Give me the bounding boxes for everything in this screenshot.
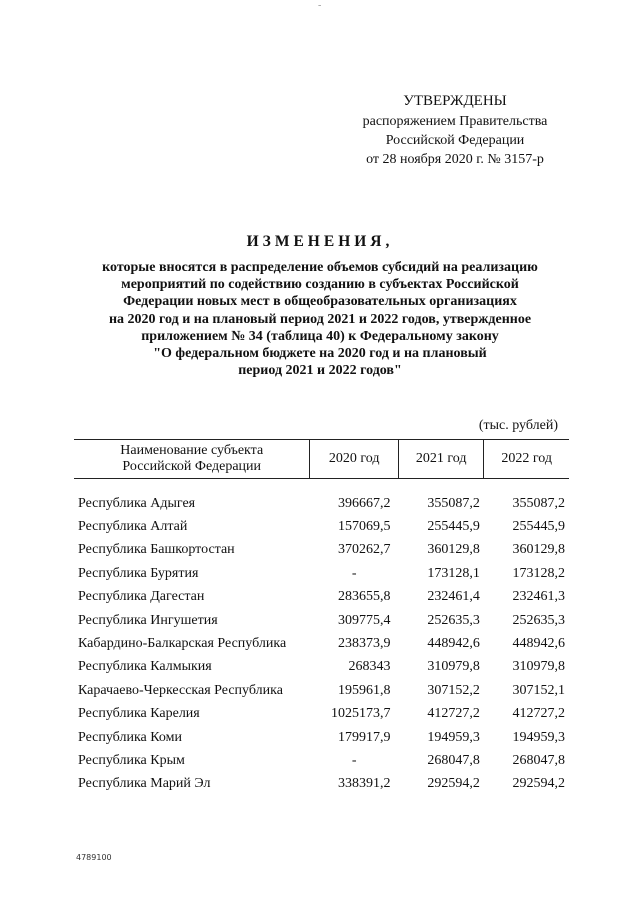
table-row xyxy=(74,726,569,749)
heading-title: ИЗМЕНЕНИЯ, xyxy=(246,233,394,250)
heading-line-2: мероприятий по содействию созданию в субъектах Российской xyxy=(121,277,519,293)
table-row xyxy=(74,562,569,585)
value-2022-cell: 310979,8 xyxy=(512,659,565,675)
header-subject-name xyxy=(74,440,310,479)
value-2020-cell: 338391,2 xyxy=(337,776,391,792)
table-row xyxy=(74,609,569,632)
heading-line-3: Федерации новых мест в общеобразовательных организациях xyxy=(123,294,517,310)
value-2022-cell: 252635,3 xyxy=(512,612,565,628)
value-2020-cell: 238373,9 xyxy=(337,636,391,652)
value-2020-cell: 157069,5 xyxy=(337,519,391,535)
value-2021-cell: 268047,8 xyxy=(427,752,480,768)
value-2021-cell: 252635,3 xyxy=(427,612,480,628)
table-row xyxy=(74,656,569,679)
value-2021-cell: 412727,2 xyxy=(427,706,480,722)
value-2021-cell: 360129,8 xyxy=(427,542,480,558)
value-2021-cell: 448942,6 xyxy=(427,636,480,652)
value-2022-cell: 232461,3 xyxy=(512,589,565,605)
units-label: (тыс. рублей) xyxy=(478,418,558,433)
subject-name-cell: Кабардино-Балкарская Республика xyxy=(78,636,287,652)
value-2020-cell: - xyxy=(351,752,357,768)
table-row xyxy=(74,773,569,796)
table-row xyxy=(74,586,569,609)
value-2021-cell: 292594,2 xyxy=(427,776,480,792)
value-2022-cell: 307152,1 xyxy=(512,682,565,698)
value-2020-cell: 309775,4 xyxy=(337,612,391,628)
value-2022-cell: 448942,6 xyxy=(512,636,565,652)
value-2021-cell: 310979,8 xyxy=(427,659,480,675)
header-year-2021: 2021 год xyxy=(398,440,483,479)
value-2020-cell: 179917,9 xyxy=(337,729,391,745)
approval-block xyxy=(330,92,580,169)
value-2022-cell: 268047,8 xyxy=(512,752,565,768)
subject-name-cell: Республика Алтай xyxy=(78,519,188,535)
value-2021-cell: 173128,1 xyxy=(427,565,480,581)
subject-name-cell: Республика Адыгея xyxy=(78,495,196,511)
subject-name-cell: Республика Карелия xyxy=(78,706,200,722)
table-spacer-row xyxy=(74,479,569,493)
heading-line-5: приложением № 34 (таблица 40) к Федеральному закону xyxy=(141,328,499,344)
table-row xyxy=(74,632,569,655)
value-2021-cell: 307152,2 xyxy=(427,682,480,698)
value-2020-cell: 396667,2 xyxy=(337,495,391,511)
subject-name-cell: Республика Крым xyxy=(78,752,185,768)
table-body xyxy=(74,479,569,797)
subject-name-cell: Республика Калмыкия xyxy=(78,659,212,675)
value-2021-cell: 232461,4 xyxy=(427,589,480,605)
value-2020-cell: 268343 xyxy=(348,659,391,675)
heading-line-4: на 2020 год и на плановый период 2021 и 2022 годов, утвержденное xyxy=(108,311,532,327)
document-heading xyxy=(70,233,570,379)
heading-line-6: "О федеральном бюджете на 2020 год и на плановый xyxy=(153,346,487,362)
value-2022-cell: 255445,9 xyxy=(512,519,565,535)
table-row xyxy=(74,515,569,538)
header-subject-name-line-1: Наименование субъекта xyxy=(120,443,264,458)
value-2020-cell: - xyxy=(351,565,357,581)
page-top-mark: - xyxy=(318,0,322,11)
value-2022-cell: 194959,3 xyxy=(512,729,565,745)
table-row xyxy=(74,749,569,772)
document-code: 4789100 xyxy=(76,853,112,862)
value-2020-cell: 370262,7 xyxy=(337,542,391,558)
table-row xyxy=(74,703,569,726)
subject-name-cell: Республика Башкортостан xyxy=(78,542,235,558)
table-header-row xyxy=(74,440,569,479)
table-row xyxy=(74,679,569,702)
value-2021-cell: 194959,3 xyxy=(427,729,480,745)
heading-subtitle xyxy=(70,259,570,379)
heading-line-7: период 2021 и 2022 годов" xyxy=(238,363,402,379)
header-subject-name-line-2: Российской Федерации xyxy=(122,459,262,474)
subject-name-cell: Карачаево-Черкесская Республика xyxy=(78,682,283,698)
approval-line-1: распоряжением Правительства xyxy=(362,114,548,129)
value-2022-cell: 292594,2 xyxy=(512,776,565,792)
value-2020-cell: 283655,8 xyxy=(337,589,391,605)
header-year-2022: 2022 год xyxy=(484,440,569,479)
heading-line-1: которые вносятся в распределение объемов субсидий на реализацию xyxy=(102,260,538,275)
value-2020-cell: 1025173,7 xyxy=(330,706,391,722)
table-spacer-cell xyxy=(74,479,569,493)
subject-name-cell: Республика Коми xyxy=(78,729,182,745)
subject-name-cell: Республика Ингушетия xyxy=(78,612,218,628)
approval-line-3: от 28 ноября 2020 г. № 3157-р xyxy=(366,152,544,167)
subject-name-cell: Республика Дагестан xyxy=(78,589,205,605)
table-row xyxy=(74,492,569,515)
value-2022-cell: 173128,2 xyxy=(512,565,565,581)
value-2022-cell: 355087,2 xyxy=(512,495,565,511)
header-year-2020: 2020 год xyxy=(310,440,399,479)
table-row xyxy=(74,539,569,562)
approval-line-2: Российской Федерации xyxy=(385,133,525,148)
subject-name-cell: Республика Марий Эл xyxy=(78,776,211,792)
approval-title: УТВЕРЖДЕНЫ xyxy=(403,93,507,109)
value-2022-cell: 360129,8 xyxy=(512,542,565,558)
value-2022-cell: 412727,2 xyxy=(512,706,565,722)
value-2021-cell: 255445,9 xyxy=(427,519,480,535)
value-2021-cell: 355087,2 xyxy=(427,495,480,511)
value-2020-cell: 195961,8 xyxy=(337,682,391,698)
subsidy-table xyxy=(74,439,569,796)
subject-name-cell: Республика Бурятия xyxy=(78,565,199,581)
